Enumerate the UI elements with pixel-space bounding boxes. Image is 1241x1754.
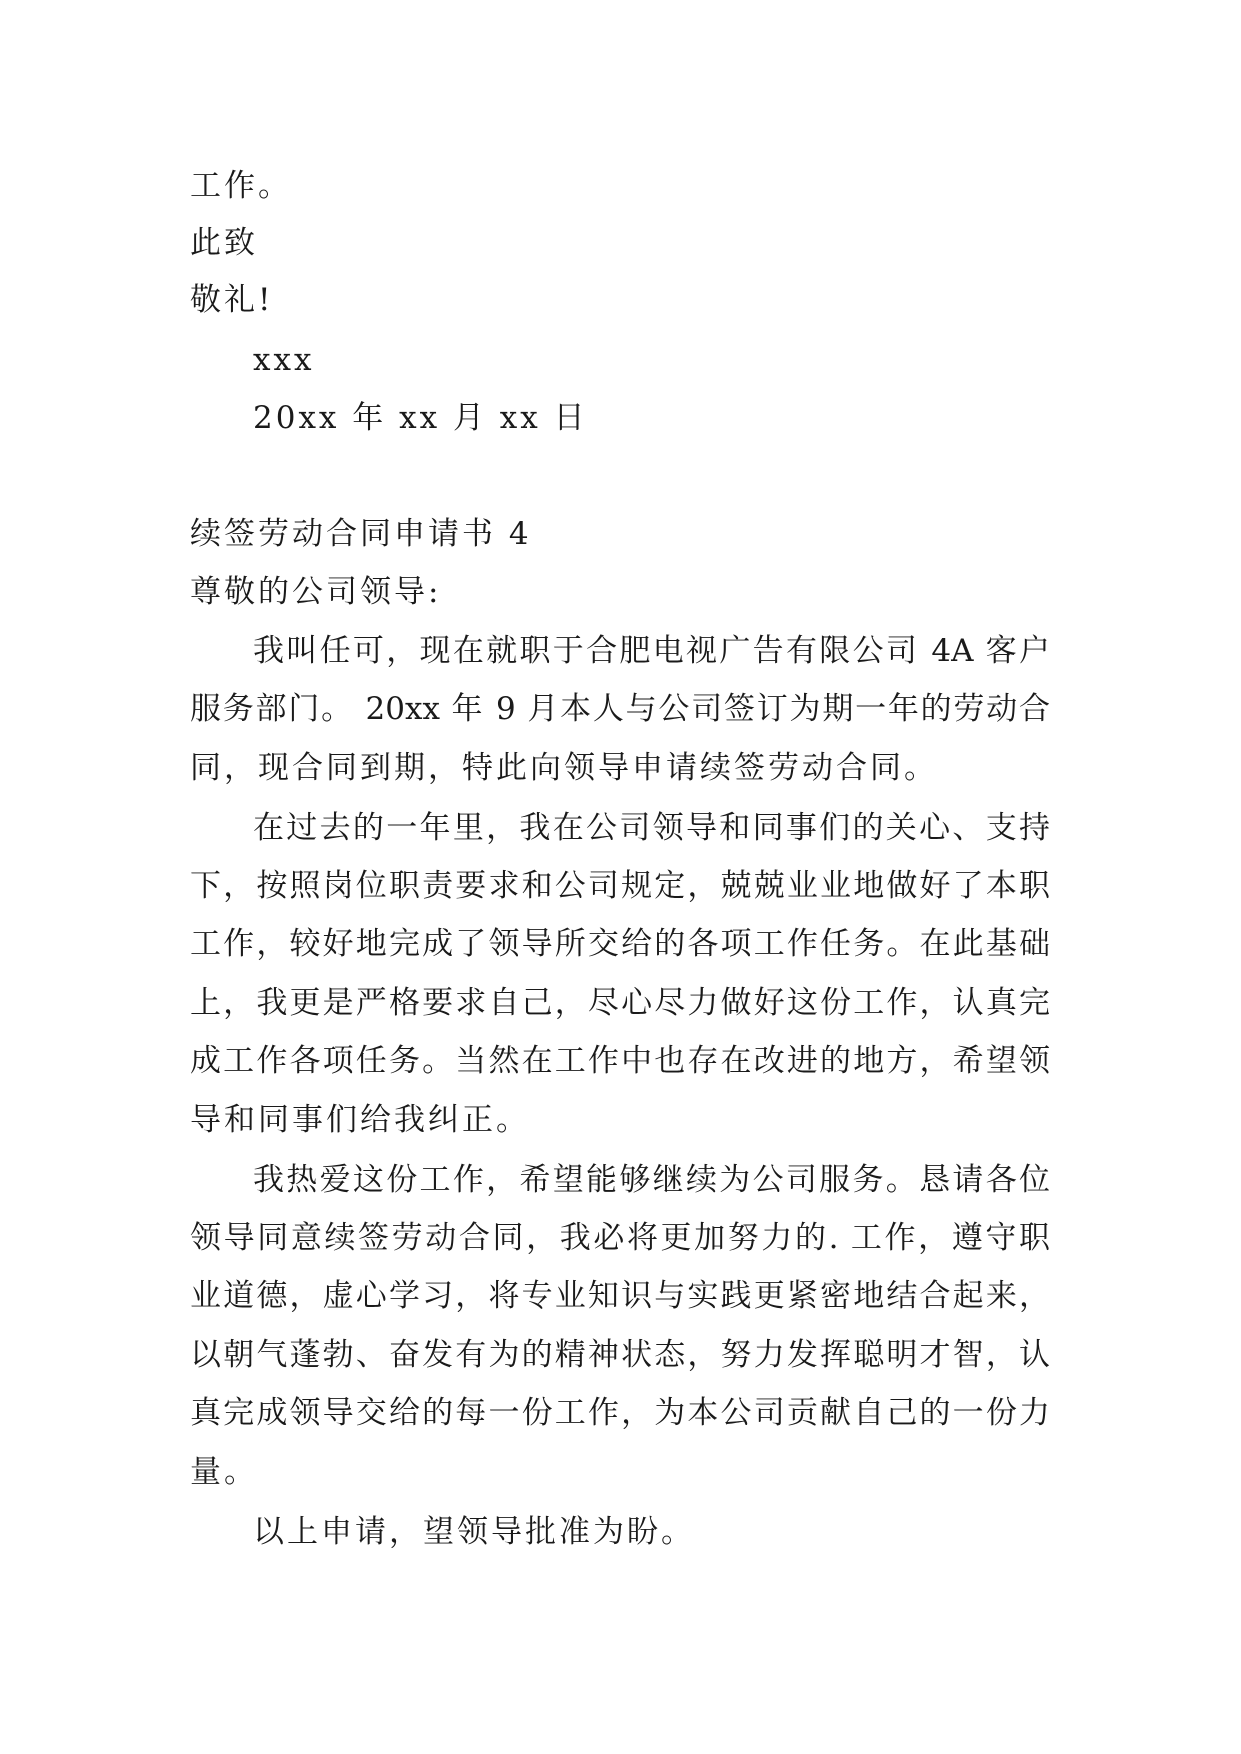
paragraph-2-line-2: 下，按照岗位职责要求和公司规定，兢兢业业地做好了本职 [190, 868, 1050, 904]
paragraph-3-line-4: 以朝气蓬勃、奋发有为的精神状态，努力发挥聪明才智，认 [190, 1337, 1050, 1373]
paragraph-3-line-5: 真完成领导交给的每一份工作，为本公司贡献自己的一份力 [190, 1395, 1050, 1431]
signature-date: 20xx 年 xx 月 xx 日 [253, 400, 588, 436]
paragraph-2-line-5: 成工作各项任务。当然在工作中也存在改进的地方，希望领 [190, 1043, 1050, 1079]
letter-greeting: 尊敬的公司领导: [190, 574, 442, 610]
paragraph-1-line-1: 我叫任可，现在就职于合肥电视广告有限公司 4A 客户 [253, 633, 1050, 669]
paragraph-4-line-1: 以上申请，望领导批准为盼。 [253, 1514, 695, 1550]
paragraph-2-line-6: 导和同事们给我纠正。 [190, 1102, 530, 1138]
paragraph-3-line-2: 领导同意续签劳动合同，我必将更加努力的. 工作，遵守职 [190, 1220, 1050, 1256]
letter-title: 续签劳动合同申请书 4 [190, 516, 532, 552]
paragraph-1-line-2: 服务部门。 20xx 年 9 月本人与公司签订为期一年的劳动合 [190, 691, 1050, 727]
paragraph-3-line-3: 业道德，虚心学习，将专业知识与实践更紧密地结合起来， [190, 1278, 1050, 1314]
paragraph-1-line-3: 同，现合同到期，特此向领导申请续签劳动合同。 [190, 750, 938, 786]
salutation-jing-li: 敬礼! [190, 282, 274, 318]
paragraph-2-line-3: 工作，较好地完成了领导所交给的各项工作任务。在此基础 [190, 926, 1050, 962]
paragraph-2-line-1: 在过去的一年里，我在公司领导和同事们的关心、支持 [253, 810, 1050, 846]
paragraph-2-line-4: 上，我更是严格要求自己，尽心尽力做好这份工作，认真完 [190, 985, 1050, 1021]
previous-letter-closing-fragment: 工作。 [190, 168, 292, 204]
paragraph-3-line-1: 我热爱这份工作，希望能够继续为公司服务。恳请各位 [253, 1162, 1050, 1198]
paragraph-3-line-6: 量。 [190, 1454, 258, 1490]
signature-name: xxx [253, 342, 315, 378]
salutation-ci-zhi: 此致 [190, 225, 258, 261]
